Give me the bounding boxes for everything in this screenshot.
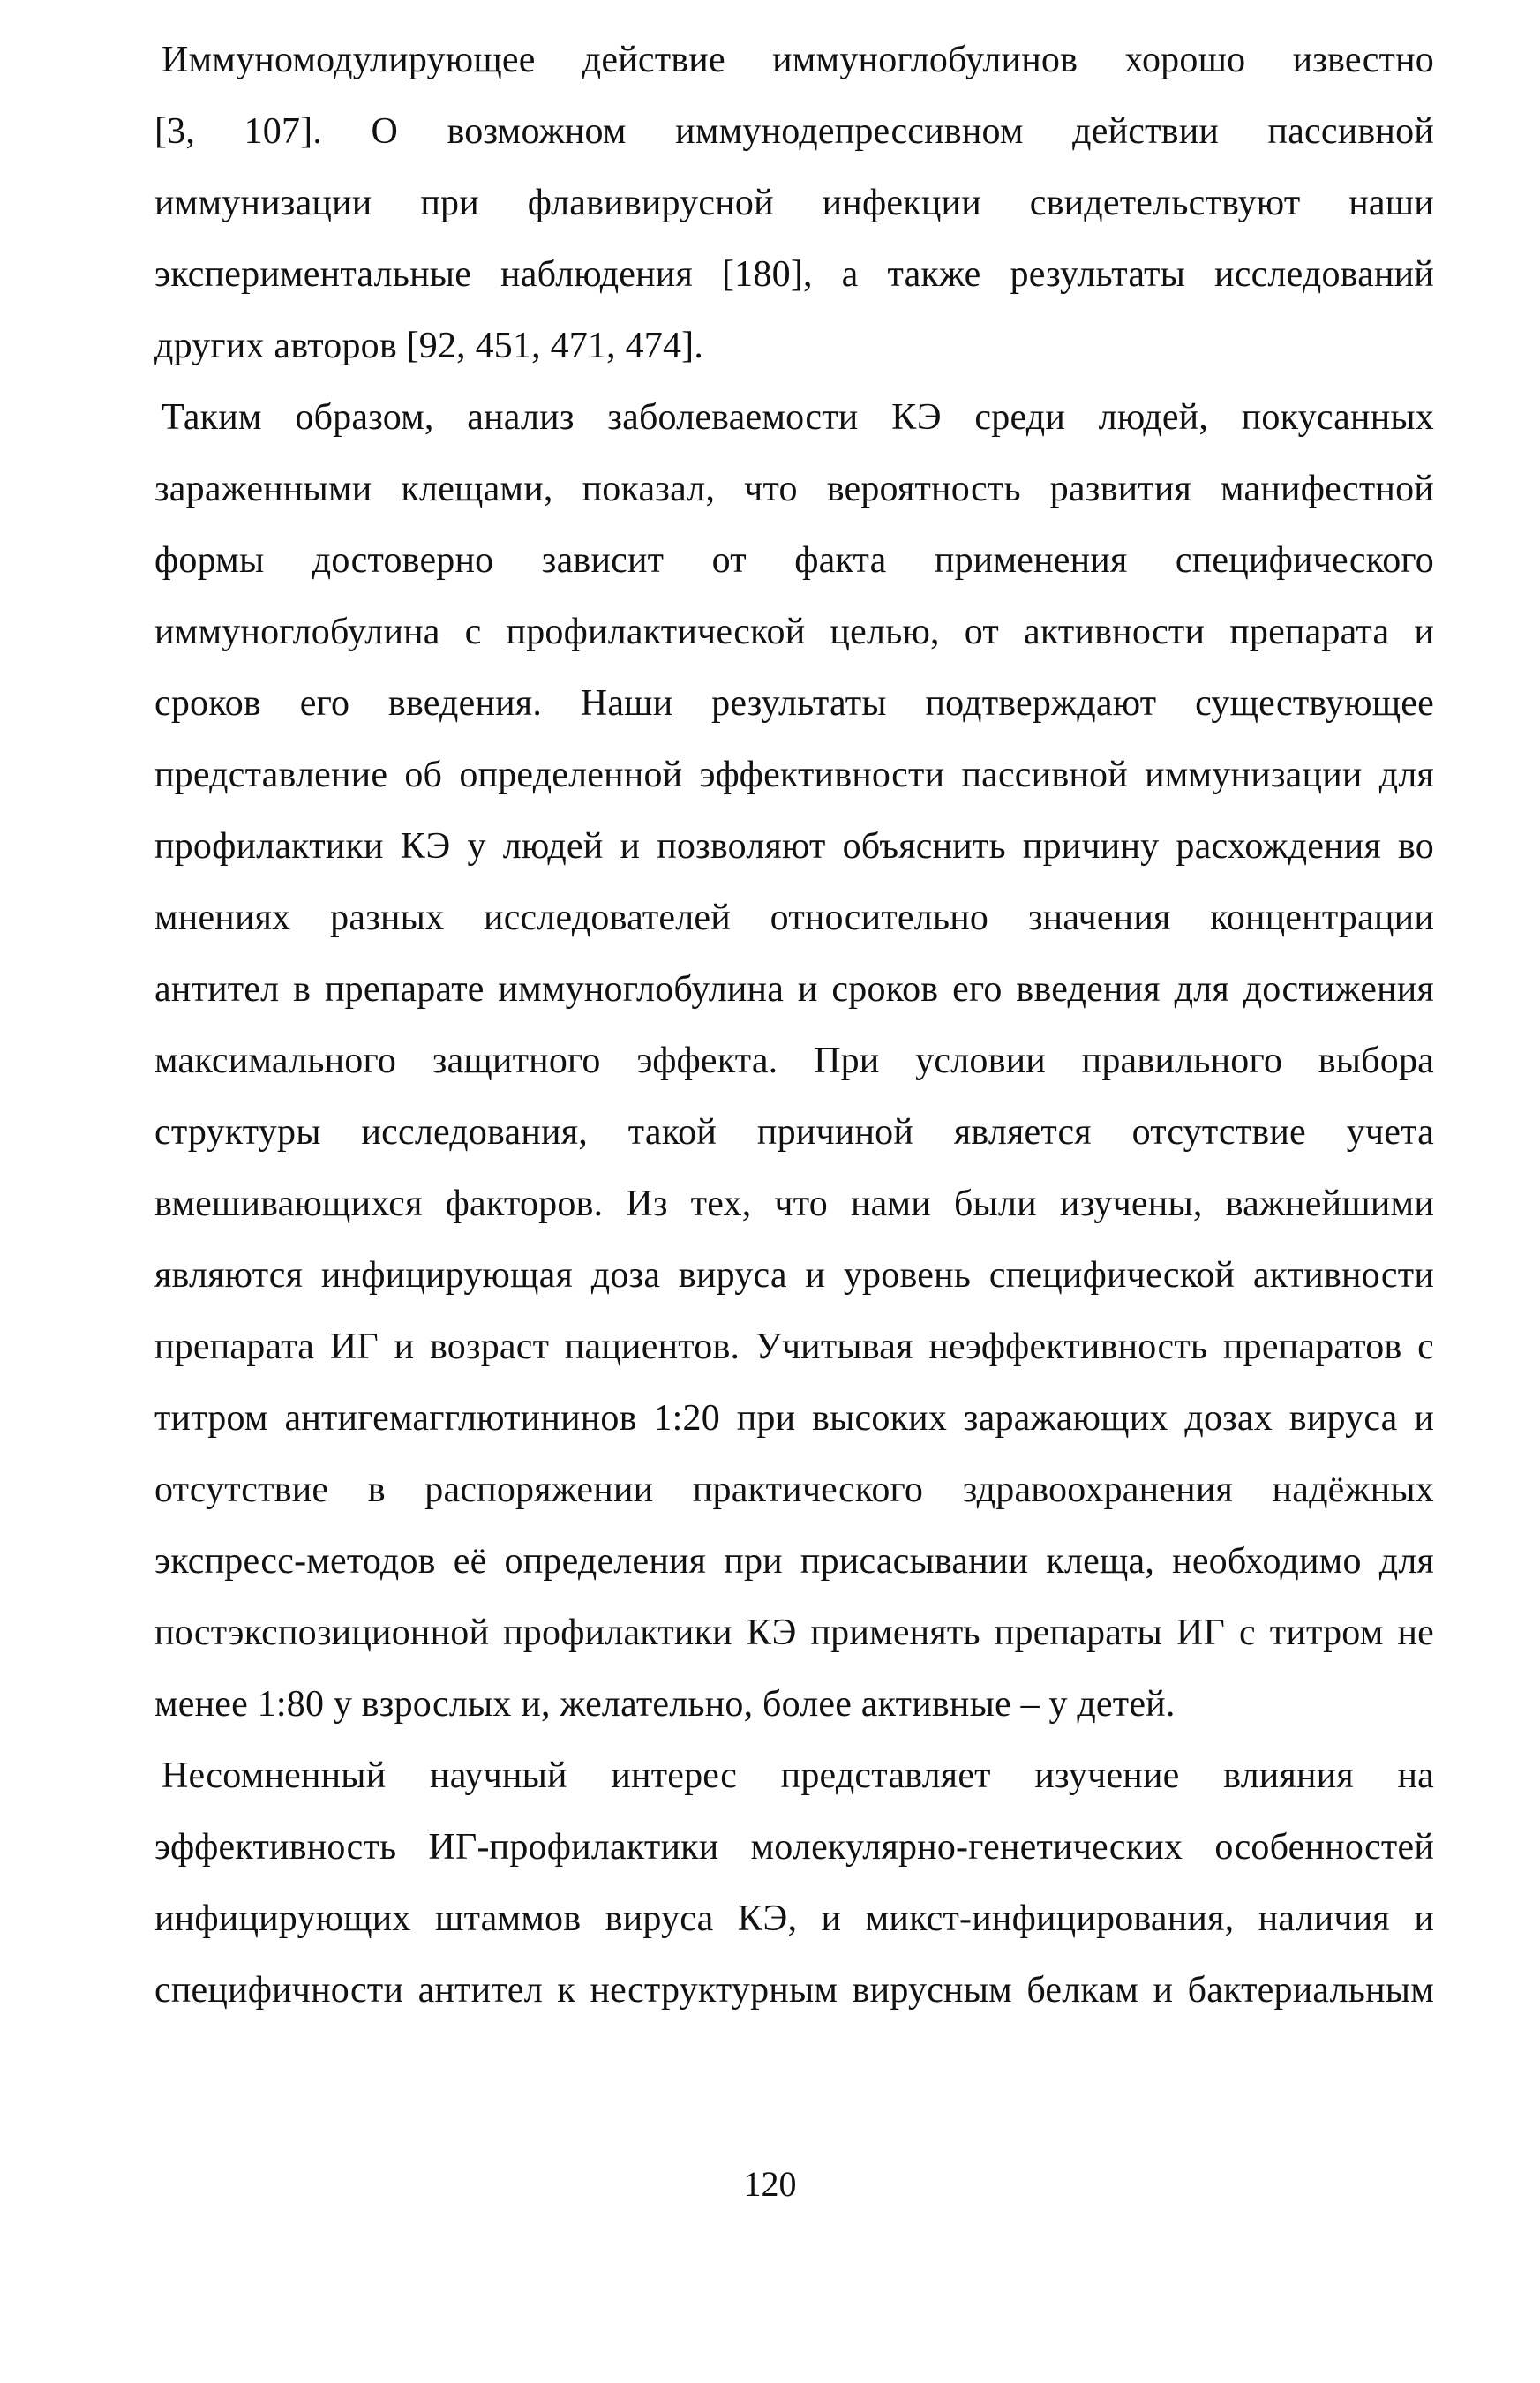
text-line: Таким образом, анализ заболеваемости КЭ среди людей, покусанных (162, 397, 1434, 438)
text-line: зараженными клещами, показал, что вероятность развития манифестной (154, 469, 1434, 509)
text-line: сроков его введения. Наши результаты подтверждают существующее (154, 683, 1434, 724)
paragraph-3 (154, 1740, 1434, 2026)
paragraph-1 (154, 25, 1434, 382)
text-line: других авторов [92, 451, 471, 474]. (154, 326, 704, 366)
text-line: титром антигемагглютининов 1:20 при высоких заражающих дозах вируса и (154, 1398, 1434, 1439)
text-line: отсутствие в распоряжении практического здравоохранения надёжных (154, 1470, 1434, 1510)
text-line: представление об определенной эффективности пассивной иммунизации для (154, 755, 1434, 795)
body-text (154, 25, 1434, 2026)
text-line: формы достоверно зависит от факта применения специфического (154, 540, 1434, 581)
text-line: экспериментальные наблюдения [180], а также результаты исследований (154, 254, 1434, 295)
paragraph-2 (154, 382, 1434, 1740)
text-line: являются инфицирующая доза вируса и уровень специфической активности (154, 1255, 1434, 1296)
text-line: инфицирующих штаммов вируса КЭ, и микст-инфицирования, наличия и (154, 1898, 1434, 1939)
text-line: менее 1:80 у взрослых и, желательно, более активные – у детей. (154, 1684, 1176, 1725)
text-line: мнениях разных исследователей относительно значения концентрации (154, 898, 1434, 938)
text-line: препарата ИГ и возраст пациентов. Учитывая неэффективность препаратов с (154, 1327, 1434, 1367)
page-number: 120 (743, 2164, 797, 2204)
text-line: антител в препарате иммуноглобулина и сроков его введения для достижения (154, 969, 1434, 1010)
text-line: профилактики КЭ у людей и позволяют объяснить причину расхождения во (154, 826, 1434, 867)
text-line: эффективность ИГ-профилактики молекулярно-генетических особенностей (154, 1827, 1434, 1868)
text-line: постэкспозиционной профилактики КЭ применять препараты ИГ с титром не (154, 1612, 1434, 1653)
text-line: [3, 107]. О возможном иммунодепрессивном действии пассивной (154, 111, 1434, 152)
text-line: Несомненный научный интерес представляет изучение влияния на (162, 1755, 1434, 1796)
text-line: структуры исследования, такой причиной является отсутствие учета (154, 1112, 1434, 1153)
text-line: Иммуномодулирующее действие иммуноглобулинов хорошо известно (162, 40, 1434, 80)
text-line: иммунизации при флавивирусной инфекции свидетельствуют наши (154, 183, 1434, 223)
text-line: экспресс-методов её определения при присасывании клеща, необходимо для (154, 1541, 1434, 1582)
text-line: иммуноглобулина с профилактической целью, от активности препарата и (154, 612, 1434, 652)
text-line: максимального защитного эффекта. При условии правильного выбора (154, 1041, 1434, 1081)
text-line: специфичности антител к неструктурным вирусным белкам и бактериальным (154, 1970, 1434, 2011)
text-line: вмешивающихся факторов. Из тех, что нами были изучены, важнейшими (154, 1184, 1434, 1224)
